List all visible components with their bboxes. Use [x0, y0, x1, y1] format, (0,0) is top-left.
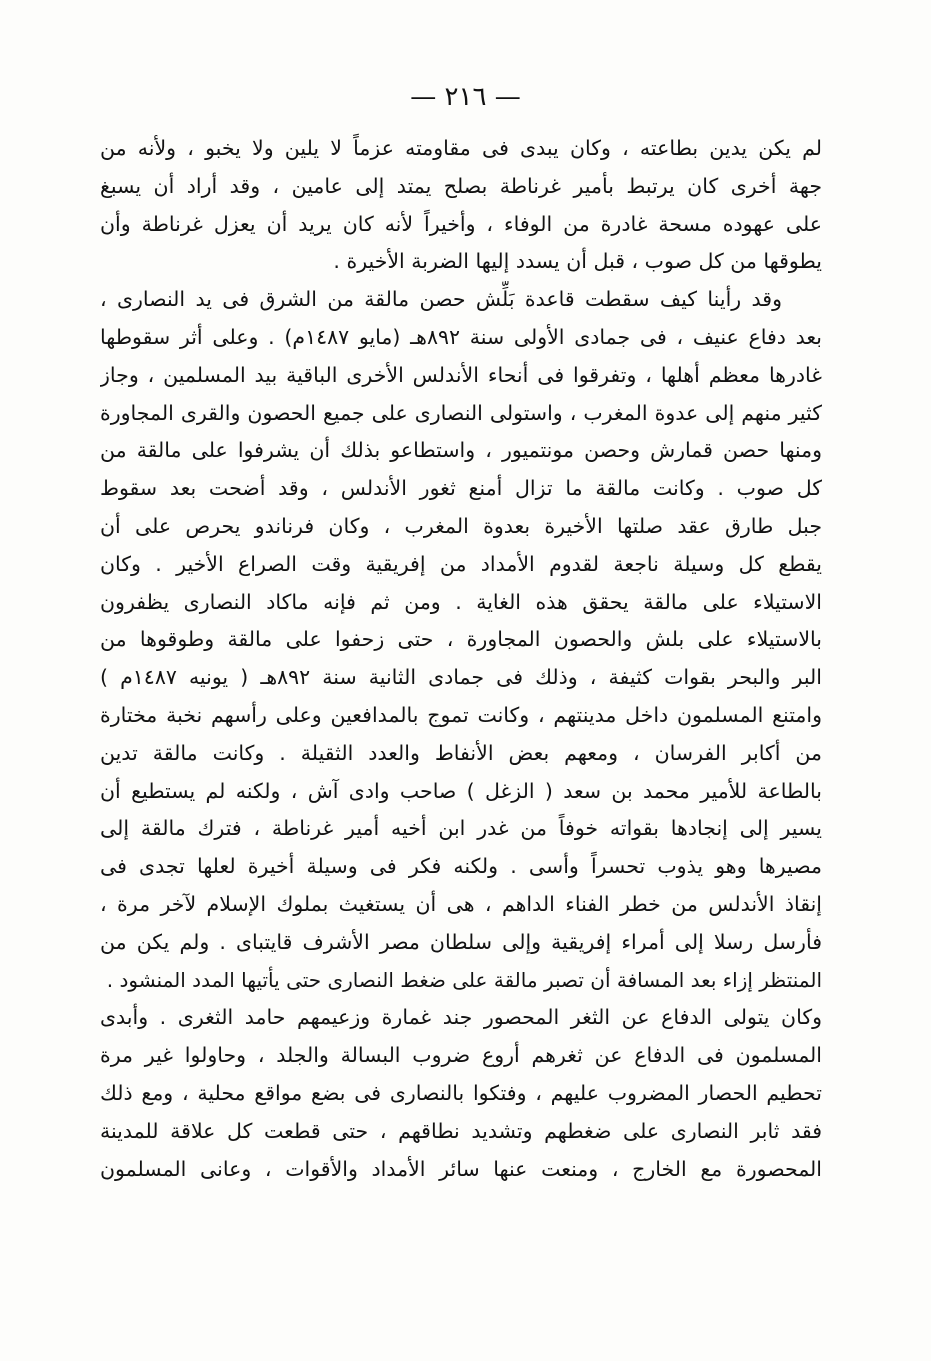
text-line: فقد ثابر النصارى على ضغطهم وتشديد نطاقهم ، حتى قطعت كل علاقة للمدينة — [100, 1118, 822, 1143]
text-line: وكان يتولى الدفاع عن الثغر المحصور جند غمارة وزعيمهم حامد الثغرى . وأبدى — [100, 1005, 822, 1030]
text-line: ومنها حصن قمارش وحصن مونتميور ، واستطاعو بذلك أن يشرفوا على مالقة من — [100, 438, 822, 463]
text-line: غادرها معظم أهلها ، وتفرقوا فى أنحاء الأندلس الأخرى الباقية بيد المسلمين ، وجاز — [100, 362, 822, 387]
text-line: المسلمون فى الدفاع عن ثغرهم أروع ضروب البسالة والجلد ، وحاولوا غير مرة — [100, 1043, 822, 1068]
text-line: بعد دفاع عنيف ، فى جمادى الأولى سنة ٨٩٢هـ (مايو ١٤٨٧م) . وعلى أثر سقوطها — [100, 324, 822, 349]
text-line: جبل طارق عقد صلتها الأخيرة بعدوة المغرب ، وكان فرناندو يحرص على أن — [100, 513, 822, 538]
body-text — [100, 130, 822, 1188]
text-line: البر والبحر بقوات كثيفة ، وذلك فى جمادى الثانية سنة ٨٩٢هـ ( يونيه ١٤٨٧م ) — [100, 665, 822, 690]
text-line: كثير منهم إلى عدوة المغرب ، واستولى النصارى على جميع الحصون والقرى المجاورة — [100, 400, 822, 425]
text-line: بالطاعة للأمير محمد بن سعد ( الزغل ) صاحب وادى آش ، ولكنه لم يستطيع أن — [100, 778, 822, 803]
text-line: على عهوده مسحة غادرة من الوفاء ، وأخيراً لأنه كان يريد أن يعزل غرناطة وأن — [100, 211, 822, 236]
text-line: يطوقها من كل صوب ، قبل أن يسدد إليها الضربة الأخيرة . — [333, 249, 822, 274]
text-line: المحصورة مع الخارج ، ومنعت عنها سائر الأمداد والأقوات ، وعانى المسلمون — [100, 1156, 822, 1181]
text-line: جهة أخرى كان يرتبط بأمير غرناطة بصلح يمتد إلى عامين ، وقد أراد أن يسبغ — [100, 173, 822, 198]
text-line: من أكابر الفرسان ، ومعهم بعض الأنفاط والعدد الثقيلة . وكانت مالقة تدين — [100, 740, 822, 765]
text-line: المنتظر إزاء بعد المسافة أن تصبر مالقة على ضغط النصارى حتى يأتيها المدد المنشود . — [106, 967, 822, 992]
text-line: بالاستيلاء على بلش والحصون المجاورة ، حتى زحفوا على مالقة وطوقوها من — [100, 627, 822, 652]
text-line: وامتنع المسلمون داخل مدينتهم ، وكانت تموج بالمدافعين وعلى رأسهم نخبة مختارة — [100, 702, 822, 727]
text-line: لم يكن يدين بطاعته ، وكان يبدى فى مقاومته عزماً لا يلين ولا يخبو ، ولأنه من — [100, 136, 822, 160]
text-line: مصيرها وهو يذوب تحسراً وأسى . ولكنه فكر فى وسيلة أخيرة لعلها تجدى فى — [100, 854, 822, 879]
text-line: الاستيلاء على مالقة يحقق هذه الغاية . ومن ثم فإنه ماكاد النصارى يظفرون — [100, 589, 822, 614]
paragraph-first-line: وقد رأينا كيف سقطت قاعدة بَلِّش حصن مالقة من الشرق فى يد النصارى ، — [100, 287, 782, 312]
text-line: يسير إلى إنجادها بقواته خوفاً من غدر ابن أخيه أمير غرناطة ، فترك مالقة إلى — [100, 816, 822, 841]
page-number: — ٢١٦ — — [410, 82, 521, 112]
text-line: كل صوب . وكانت مالقة ما تزال أمنع ثغور الأندلس ، وقد أضحت بعد سقوط — [100, 476, 822, 501]
text-line: تحطيم الحصار المضروب عليهم ، وفتكوا بالنصارى فى بضع مواقع محلية ، ومع ذلك — [100, 1080, 822, 1105]
text-line: فأرسل رسلا إلى أمراء إفريقية وإلى سلطان مصر الأشرف قايتباى . ولم يكن من — [100, 929, 822, 954]
text-line: إنقاذ الأندلس من خطر الفناء الداهم ، هى أن يستغيث بملوك الإسلام لآخر مرة ، — [100, 891, 822, 916]
text-line: يقطع كل وسيلة ناجعة لقدوم الأمداد من إفريقية وقت الصراع الأخير . وكان — [100, 551, 822, 576]
